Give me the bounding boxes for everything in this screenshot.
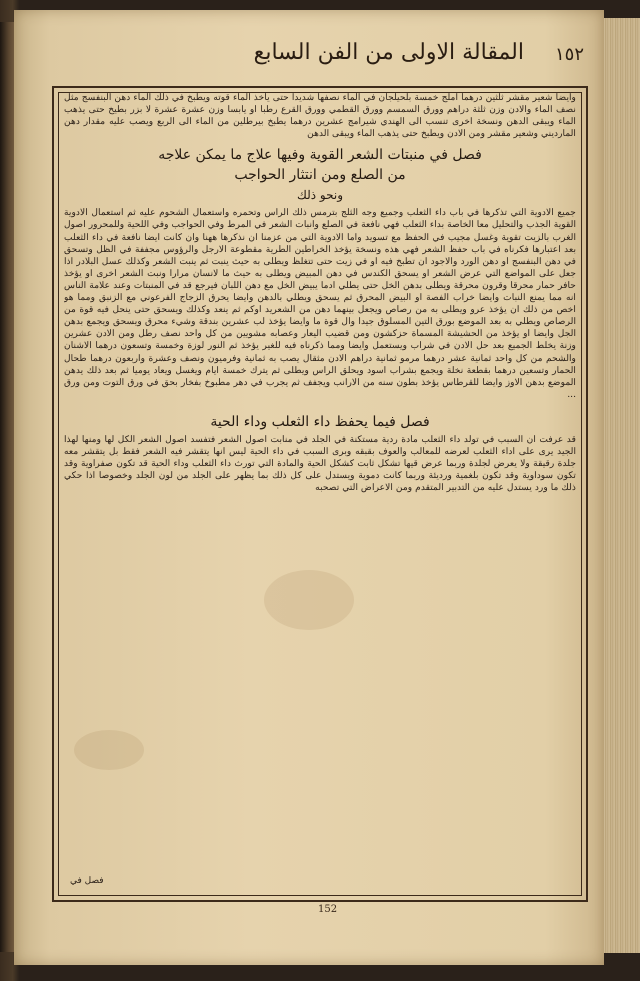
page-fore-edge	[600, 18, 640, 953]
catchword: فصل في	[70, 876, 104, 886]
section-subheading: ونحو ذلك	[296, 188, 343, 203]
opening-paragraph: وايضا شعير مقشر ثلثين درهما املج خمسة بلحيلجان في الماء نصفها شديدا حتى يأخذ الماء قوته ويطبخ في ذلك الماء دهن البنفسج مثل نصف الماء والادن وزن ثلثة دراهم وورق السمسم وورق القطمي وورق القرع رطبا او يابسا وزن عشرة عشرة لا بزر بطيخ حتى يذهب الماء ويبقى الدهن ونسخة اخرى تنسب الى الهندي شيرامج عشرين درهما يطبخ بيرطلين من الماء الى الربع ويصب عليه مقدار دهن المارديني وشعير مقشر ومن الادن ويطبخ حتى يذهب الماء ويبقى الدهن	[64, 92, 576, 140]
section-heading-line-2: من الصلع ومن انتثار الحواجب	[234, 167, 406, 184]
header-page-number: ١٥٢	[554, 44, 584, 65]
running-title: المقالة الاولى من الفن السابع	[253, 40, 524, 65]
main-text-block	[64, 92, 576, 896]
manuscript-page	[14, 10, 604, 965]
section-2-heading: فصل فيما يحفظ داء الثعلب وداء الحية	[210, 413, 430, 430]
text-frame	[52, 86, 588, 902]
section-heading-line-1: فصل في منبتات الشعر القوية وفيها علاج ما يمكن علاجه	[158, 147, 482, 164]
page-header	[54, 36, 584, 80]
section-heading	[64, 145, 576, 185]
footer-page-number: 152	[318, 904, 338, 915]
remedies-paragraph: جميع الادوية التي تذكرها في باب داء الثعلب وجميع وجه الثلج بترمس ذلك الراس وتحمره واستعمال الشحوم عليه ثم استعمال الادوية القوية الجذب والتحليل معا الخاصة بداء الثعلب فهي نافعة في الصلع وانبات الشعر في المرط وفي الحواجب وفي اللحية وللمحرور اصول الغرب بالزيت تقوية وغسل مجيب في الحفظ مع تسويد واما الادوية التي من عزمنا ان نذكرها ههنا وان كانت ايضا نافعة في داء الثعلب بعد اعتبارها فكرناه في باب حفظ الشعر فهي هذه ونسخة يؤخذ الخراطين الطرية مقطوعة الارجل والرؤوس مجففة في الظل وتسحق في دهن البنفسج او دهن الورد والاجود ان تطبخ فيه او في زيت حتى تتغلظ ويطلى به حيث ينبت ثم ينبت الشعر وكذلك عسل البلادر اذا جعل على المواضع التي عرض الشعر او يسحق الكندس في دهن المبيض ويطلى به حيث ما لانسان مرارا ونبت الشعر اخرى او يؤخذ حافر حمار محرقا وقرون محرقة ويطلى بدهن الخل حتى يطلي ادما يبيض الخل مع دهن اللبان فيرجع قد في المنبتات وعند علامة الناس انه مما يمنع النبات وايضا خراب الفصة او البيض المحرق ثم يسحق ويطلي بالدهن وايضا يحرق الزجاج الفرعوني مع الزنبق ومما هو اخص من ذلك ان يؤخذ عرو ويطلى به من رصاص ويجعل بينهما دهن من الشعريد اوكم ثم ينعد وكذلك ويسحق حتى ينحل فيه قوة من الرصاص ويطلي به بعد الموضع بورق التين المسلوق جيدا وال قوة ما وايضا يؤخذ لب عشرين بندقة وشيء محرق ويسحق ويجمع بدهن الجل وايضا او يؤخذ من الحشيشة المسماة حزكشون ومن قضيب اليعار وعصابه مشويين من كل واحد نصف رطل ومن الادن عشرين وزنة يخلط الجميع بعد حل الادن في شراب ويستعمل وايضا ومما ذكرناه فيه للغير يؤخذ ثم النور لوزة وخمسة وتسعون درهما الاشنان والشحم من كل واحد ثمانية عشر درهما مرمو ثمانية دراهم الادن مثقال يصب به ثمانية وفرميون ونصف وعشرة واربعون درهما طحال الحمار وتسعين درهما بقطعة نخلة ويجمع بشراب اسود ويحلق الراس ويطلى ثم يترك خمسة ايام ويغسل ويعاد يوميا ثم بعد ذلك يدهن الموضع بدهن الاوز وايضا للقرطاس يؤخذ بطون سنه من الارانب ويجفف ثم يجرب في دهر مطبوخ بفخار بحق في ورق التوت ومن ورق ...	[64, 207, 576, 400]
section-2-paragraph: قد عرفت ان السبب في تولد داء الثعلب مادة ردية مستكنة في الجلد في منابت اصول الشعر فتفسد اصول الشعر الكل لها ومنها لهذا الجيد يرى على اداء الثعلب لعرضه للمعالب والعوف بقبقه وبرى السبب في داء الحية ليس انها يتقشر فيه الشعر فقط بل يتقشر معه جلدة رقيقة ولا يعرض لجلدة وربما عرض قيها تشكل ثابت كشكل الحية والمادة التي تورث داء الثعلب وداء الحية قد تكون صفراوية وقد تكون سوداوية وقد تكون بلغمية ورديئة وربما كانت دموية ويستدل على كل ذلك بما يظهر على الجلد من لون الجلد وخصوصا اذا حكي ذلك ما ورد يستدل عليه من التدبير المتقدم ومن الاعراض التي تصحبه	[64, 433, 576, 494]
